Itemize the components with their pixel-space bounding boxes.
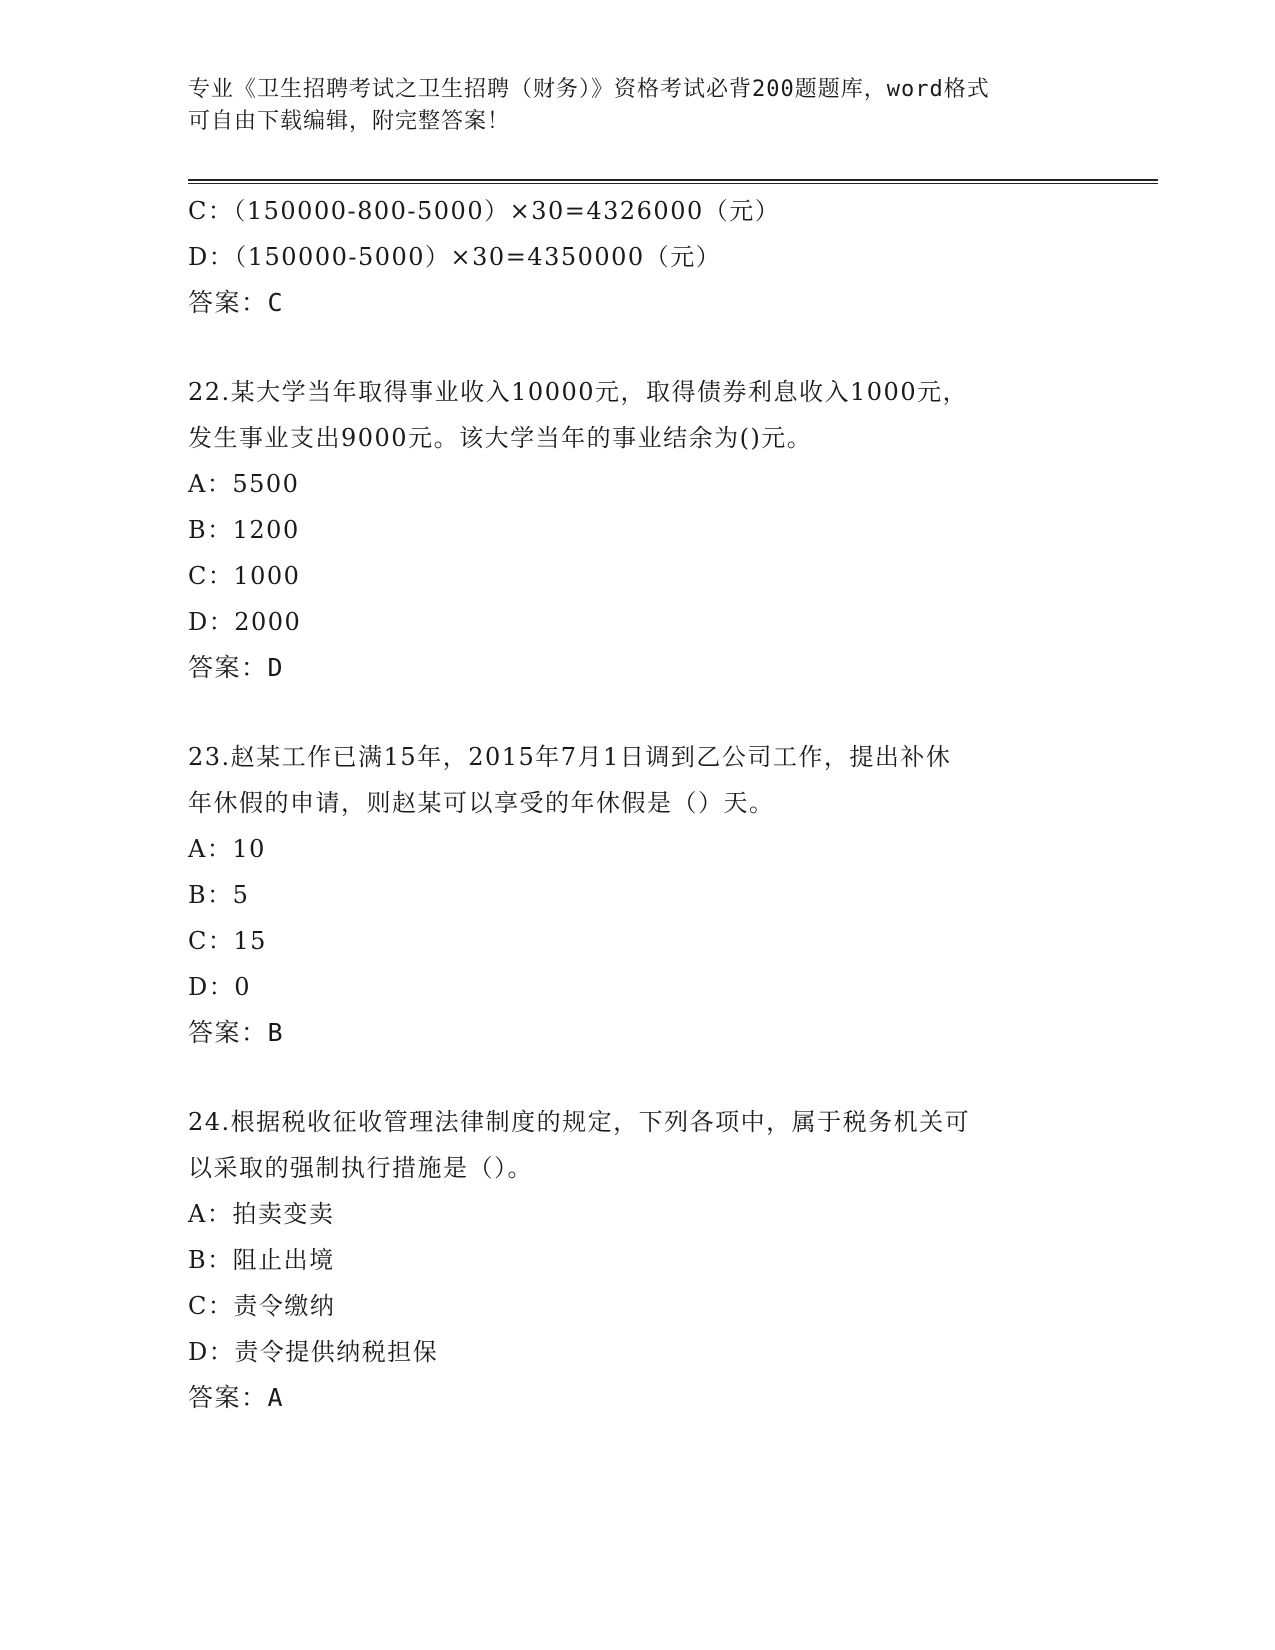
question-23-stem-line-2: 年休假的申请，则赵某可以享受的年休假是（）天。 bbox=[188, 789, 775, 817]
question-23-option-b: B：5 bbox=[188, 881, 250, 909]
question-22-option-c: C：1000 bbox=[188, 562, 301, 590]
spacer bbox=[188, 1056, 1088, 1099]
question-23 bbox=[188, 734, 1088, 1056]
question-23-option-c: C：15 bbox=[188, 927, 267, 955]
question-24-option-b: B：阻止出境 bbox=[188, 1246, 335, 1274]
question-24-option-a: A：拍卖变卖 bbox=[188, 1200, 335, 1228]
question-23-answer: 答案：B bbox=[188, 1018, 285, 1047]
question-22-answer: 答案：D bbox=[188, 653, 285, 682]
header-title-line-1: 专业《卫生招聘考试之卫生招聘（财务）》资格考试必背200题题库，word格式 bbox=[188, 77, 990, 102]
question-23-option-a: A：10 bbox=[188, 835, 266, 863]
header-divider-thick bbox=[188, 179, 1158, 181]
header-title-line-2: 可自由下载编辑，附完整答案！ bbox=[188, 109, 511, 134]
question-24-stem-line-1: 24.根据税收征收管理法律制度的规定，下列各项中，属于税务机关可 bbox=[188, 1108, 971, 1136]
question-23-option-d: D：0 bbox=[188, 973, 252, 1001]
question-22-option-a: A：5500 bbox=[188, 470, 300, 498]
header-divider-thin bbox=[188, 183, 1158, 184]
question-24-option-c: C：责令缴纳 bbox=[188, 1292, 336, 1320]
question-22-stem-line-2: 发生事业支出9000元。该大学当年的事业结余为()元。 bbox=[188, 424, 813, 452]
question-24-option-d: D：责令提供纳税担保 bbox=[188, 1338, 439, 1366]
question-21-option-d: D：（150000-5000）×30=4350000（元） bbox=[188, 243, 722, 271]
question-21 bbox=[188, 188, 1088, 326]
question-22-stem-line-1: 22.某大学当年取得事业收入10000元，取得债券利息收入1000元， bbox=[188, 378, 969, 406]
question-22 bbox=[188, 369, 1088, 691]
question-22-option-b: B：1200 bbox=[188, 516, 300, 544]
spacer bbox=[188, 326, 1088, 369]
question-24 bbox=[188, 1099, 1088, 1421]
question-list bbox=[188, 188, 1088, 1421]
question-24-answer: 答案：A bbox=[188, 1383, 285, 1412]
question-21-option-c: C：（150000-800-5000）×30=4326000（元） bbox=[188, 197, 781, 225]
question-21-answer: 答案：C bbox=[188, 288, 285, 317]
question-22-option-d: D：2000 bbox=[188, 608, 302, 636]
spacer bbox=[188, 691, 1088, 734]
document-header bbox=[188, 74, 1068, 138]
question-23-stem-line-1: 23.赵某工作已满15年，2015年7月1日调到乙公司工作，提出补休 bbox=[188, 743, 952, 771]
question-24-stem-line-2: 以采取的强制执行措施是（）。 bbox=[188, 1154, 533, 1182]
